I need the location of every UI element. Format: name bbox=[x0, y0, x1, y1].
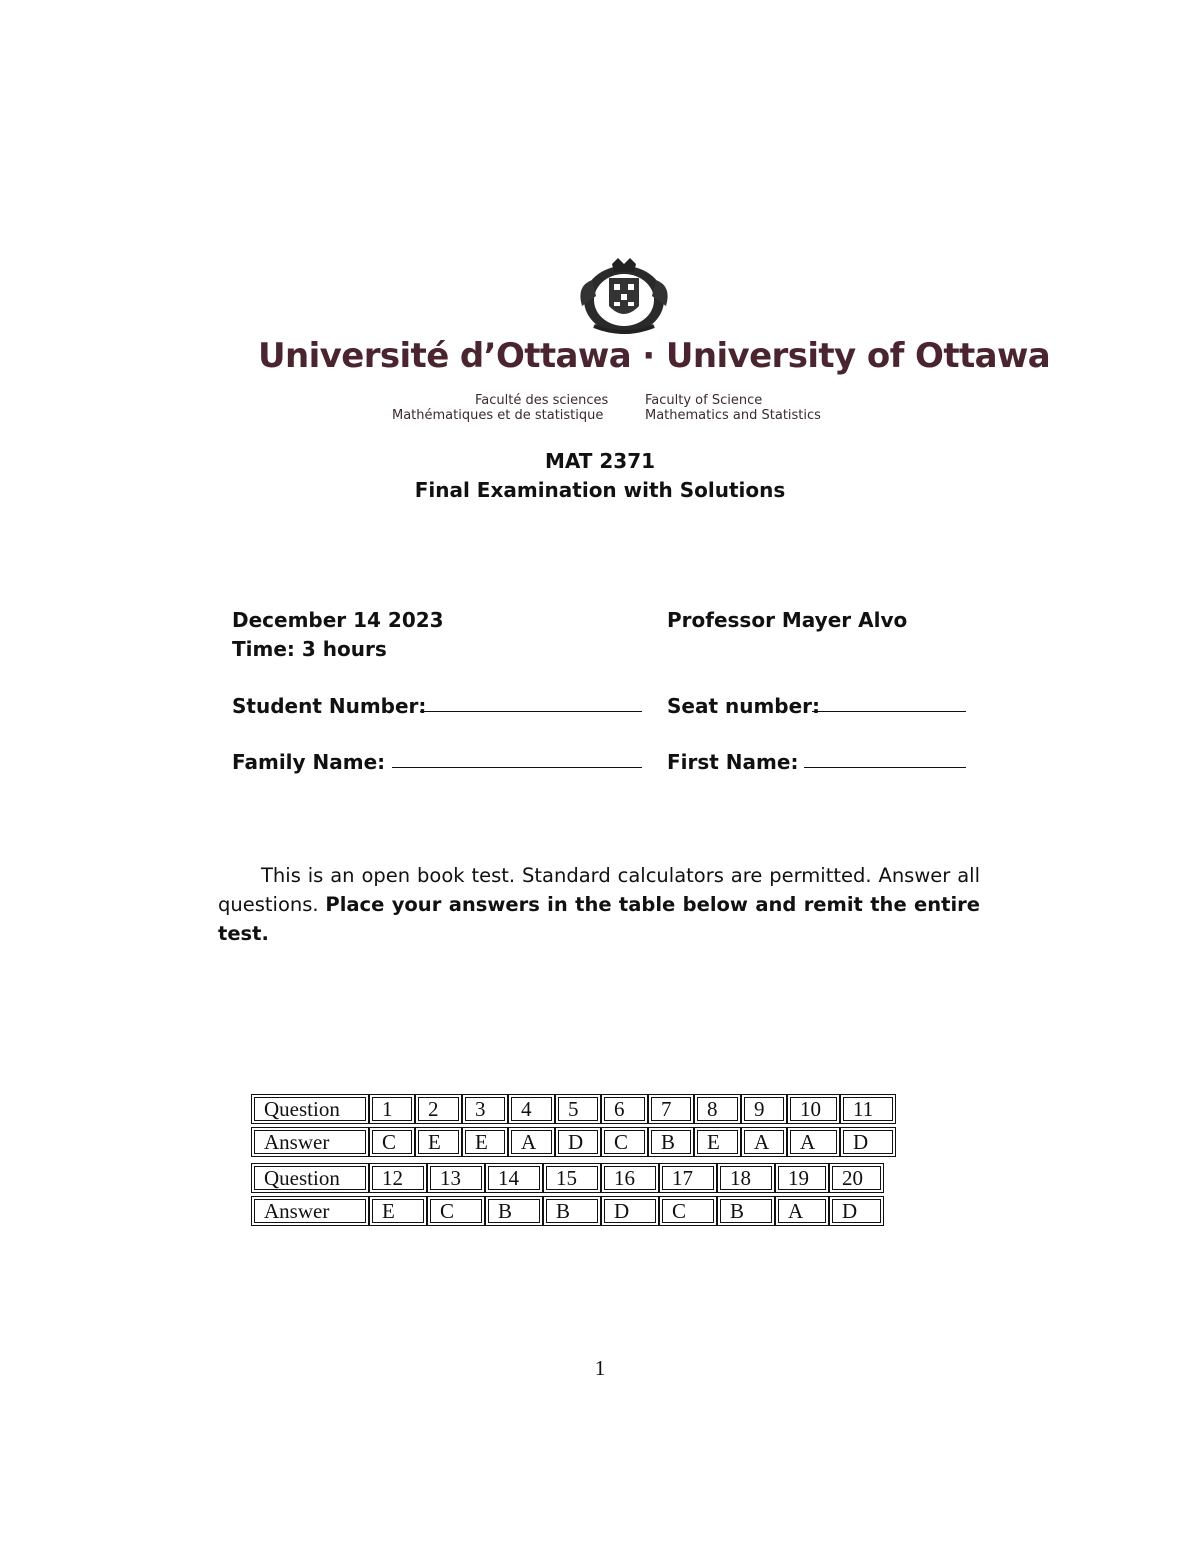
exam-date: December 14 2023 bbox=[232, 608, 444, 632]
question-number-cell: 3 bbox=[462, 1094, 508, 1124]
question-number-cell: 6 bbox=[601, 1094, 648, 1124]
question-number-cell: 14 bbox=[485, 1163, 543, 1193]
first-name-label: First Name: bbox=[667, 750, 799, 774]
university-crest-logo bbox=[574, 256, 674, 338]
table-row bbox=[251, 1196, 884, 1226]
family-name-field[interactable] bbox=[392, 767, 642, 768]
faculty-fr: Faculté des sciences bbox=[475, 393, 609, 408]
question-number-cell: 11 bbox=[840, 1094, 896, 1124]
question-header-cell: Question bbox=[251, 1094, 369, 1124]
answer-cell: A bbox=[775, 1196, 829, 1226]
first-name-field[interactable] bbox=[804, 767, 966, 768]
answer-header-cell: Answer bbox=[251, 1196, 369, 1226]
family-name-label: Family Name: bbox=[232, 750, 386, 774]
professor-name: Professor Mayer Alvo bbox=[667, 608, 908, 632]
answer-cell: A bbox=[787, 1127, 840, 1157]
seat-number-label: Seat number: bbox=[667, 694, 821, 718]
question-number-cell: 17 bbox=[659, 1163, 717, 1193]
question-number-cell: 2 bbox=[415, 1094, 462, 1124]
answer-cell: A bbox=[508, 1127, 555, 1157]
department-fr: Mathématiques et de statistique bbox=[392, 408, 604, 423]
question-number-cell: 20 bbox=[829, 1163, 884, 1193]
question-number-cell: 10 bbox=[787, 1094, 840, 1124]
question-number-cell: 15 bbox=[543, 1163, 601, 1193]
answer-cell: B bbox=[485, 1196, 543, 1226]
question-number-cell: 12 bbox=[369, 1163, 427, 1193]
answer-cell: B bbox=[717, 1196, 775, 1226]
answer-cell: B bbox=[543, 1196, 601, 1226]
question-number-cell: 1 bbox=[369, 1094, 415, 1124]
question-number-cell: 18 bbox=[717, 1163, 775, 1193]
faculty-en: Faculty of Science bbox=[645, 393, 763, 408]
answer-cell: C bbox=[601, 1127, 648, 1157]
question-number-cell: 13 bbox=[427, 1163, 485, 1193]
university-name: Université d’Ottawa · University of Ottawa bbox=[258, 336, 1051, 376]
answer-header-cell: Answer bbox=[251, 1127, 369, 1157]
question-number-cell: 16 bbox=[601, 1163, 659, 1193]
answer-cell: D bbox=[840, 1127, 896, 1157]
exam-title: Final Examination with Solutions bbox=[414, 478, 786, 502]
answer-cell: E bbox=[415, 1127, 462, 1157]
student-number-field[interactable] bbox=[420, 711, 642, 712]
course-code: MAT 2371 bbox=[544, 449, 656, 473]
answer-cell: E bbox=[462, 1127, 508, 1157]
question-header-cell: Question bbox=[251, 1163, 369, 1193]
answer-cell: D bbox=[601, 1196, 659, 1226]
page-number: 1 bbox=[594, 1356, 606, 1380]
seat-number-field[interactable] bbox=[812, 711, 966, 712]
answer-cell: C bbox=[659, 1196, 717, 1226]
instructions-paragraph bbox=[218, 861, 980, 948]
answer-cell: E bbox=[694, 1127, 741, 1157]
answer-cell: A bbox=[741, 1127, 787, 1157]
question-number-cell: 5 bbox=[555, 1094, 601, 1124]
department-en: Mathematics and Statistics bbox=[645, 408, 821, 423]
answer-cell: D bbox=[829, 1196, 884, 1226]
instructions-emphasis: Place your answers in the table below and remit the entire test. bbox=[218, 893, 980, 945]
table-row bbox=[251, 1163, 884, 1193]
answer-cell: C bbox=[427, 1196, 485, 1226]
student-number-label: Student Number: bbox=[232, 694, 427, 718]
answer-cell: C bbox=[369, 1127, 415, 1157]
exam-duration: Time: 3 hours bbox=[232, 637, 387, 661]
answer-cell: B bbox=[648, 1127, 694, 1157]
answer-cell: E bbox=[369, 1196, 427, 1226]
question-number-cell: 9 bbox=[741, 1094, 787, 1124]
table-row bbox=[251, 1094, 896, 1124]
question-number-cell: 19 bbox=[775, 1163, 829, 1193]
question-number-cell: 8 bbox=[694, 1094, 741, 1124]
question-number-cell: 7 bbox=[648, 1094, 694, 1124]
instructions-text: This is an open book test. Standard calculators are permitted. Answer all questions. bbox=[218, 864, 980, 916]
question-number-cell: 4 bbox=[508, 1094, 555, 1124]
answer-cell: D bbox=[555, 1127, 601, 1157]
table-row bbox=[251, 1127, 896, 1157]
